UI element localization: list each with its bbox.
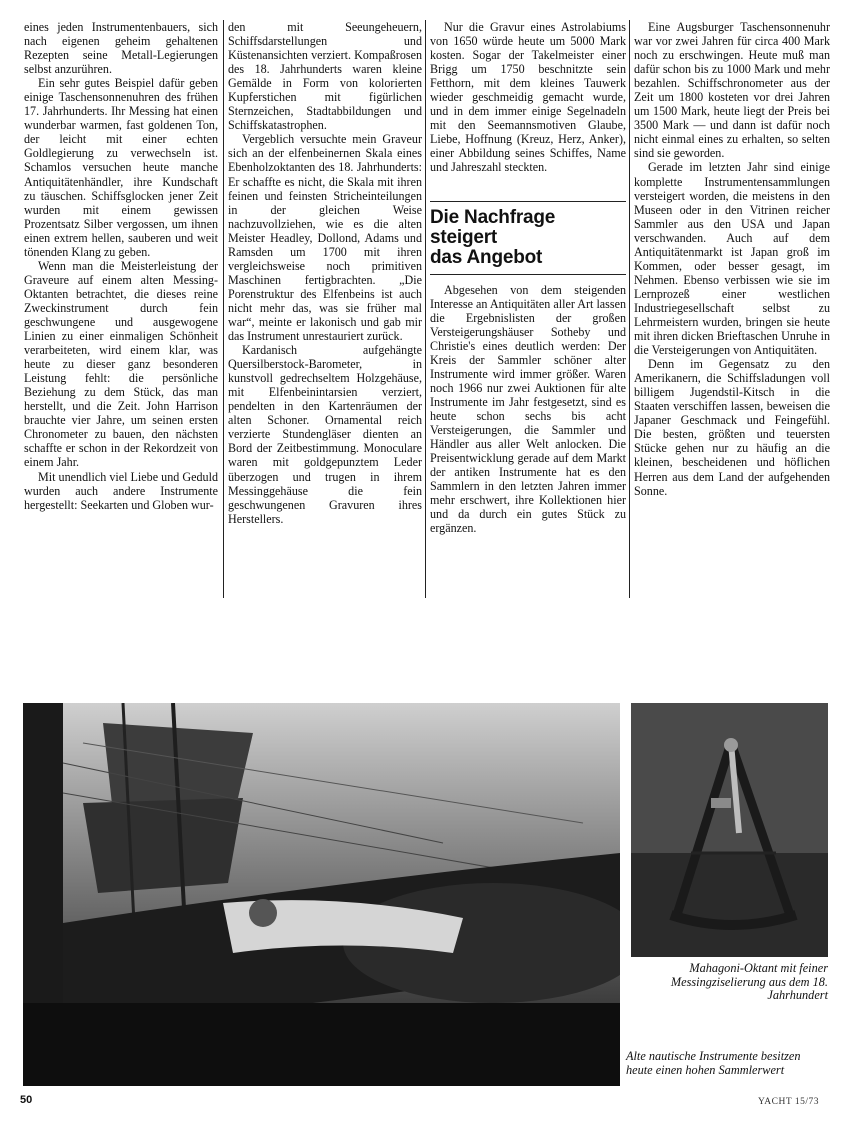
paragraph: eines jeden Instrumentenbauers, sich nach eigenen geheim gehaltenen Rezepten seine Metall-Legierungen selbst anzurühren. bbox=[24, 20, 218, 77]
text-column-3 bbox=[430, 20, 626, 535]
paragraph: den mit Seeungeheuern, Schiffsdarstellungen und Küstenansichten verziert. Kompaßrosen des 18. Jahrhunderts waren kleine Gemälde in Form von kolorierten Kupferstichen mit figürlichen Sternzeichen, Stadtabbildungen und Schiffskatastrophen. bbox=[228, 20, 422, 133]
text-column-2 bbox=[228, 20, 422, 526]
ship-model-photo bbox=[23, 703, 620, 1086]
paragraph: Nur die Gravur eines Astrolabiums von 1650 würde heute um 5000 Mark kosten. Sogar der Takelmeister einer Brigg um 1750 beschnitzte sein Fetthorn, mit dem kleines Tauwerk wieder geschmeidig gemacht wurde, und in dem immer einige Segelnadeln mit den Seemannsmotiven Glaube, Liebe, Hoffnung (Kreuz, Herz, Anker), einer Abbildung seines Schiffes, Name und Jahreszahl steckten. bbox=[430, 20, 626, 175]
paragraph: Abgesehen von dem steigenden Interesse an Antiquitäten aller Art lassen die Ergebnislisten der großen Versteigerungshäuser Sotheby und Christie's eines deutlich werden: Der Kreis der Sammler schöner alter Instrumente wird immer größer. Waren noch 1966 nur zwei Auktionen für alte Instrumente im Jahr festgesetzt, sind es heute schon sechs bis acht Versteigerungen, die Sammler und Händler aus aller Welt anlocken. Die Preisentwicklung gerade auf dem Markt der antiken Instrumente hat es den Sammlern in den letzten Jahren immer mehr erschwert, ihre Kollektionen hier und da durch ein gutes Stück zu ergänzen. bbox=[430, 282, 626, 536]
page-number: 50 bbox=[20, 1094, 33, 1106]
heading-line: das Angebot bbox=[430, 246, 543, 268]
paragraph: Eine Augsburger Taschensonnenuhr war vor zwei Jahren für circa 400 Mark noch zu erschwingen. Heute muß man dafür schon bis zu 1000 Mark und mehr bezahlen. Schiffschronometer aus der Zeit um 1800 kosteten vor drei Jahren um 1500 Mark, heute liegt der Preis bei 3500 Mark — und dann ist dafür noch nicht einmal eines zu erhalten, so selten sind sie geworden. bbox=[634, 20, 830, 161]
octant-photo bbox=[631, 703, 828, 957]
paragraph: Mit unendlich viel Liebe und Geduld wurden auch andere Instrumente hergestellt: Seekarten und Globen wur- bbox=[24, 469, 218, 512]
column-rule bbox=[629, 20, 630, 598]
heading-line: Die Nachfrage bbox=[430, 206, 556, 228]
magazine-issue-reference: YACHT 15/73 bbox=[758, 1097, 820, 1107]
column-rule bbox=[425, 20, 426, 598]
paragraph: Wenn man die Meisterleistung der Graveure auf einem alten Messing-Oktanten betrachtet, die dieses reine Zweckinstrument durch fein geschwungene und ausgewogene Linien zu einer einmaligen Schönheit verarbeiteten, wird einem klar, was heute zu dieser ganz besonderen Leistung fehlt: die persönliche Beziehung zu dem Stück, das man herstellt, und die Zeit. John Harrison brauchte vier Jahre, um seinen ersten Chronometer zu bauen, den nächsten schaffte er schon in der Rekordzeit von einem Jahr. bbox=[24, 258, 218, 470]
ship-model-image bbox=[23, 703, 620, 1086]
octant-image bbox=[631, 703, 828, 957]
paragraph: Gerade im letzten Jahr sind einige komplette Instrumentensammlungen versteigert worden, die meistens in den Museen oder in den Vitrinen reicher Sammler aus den USA und Japan verschwanden. Auch auf dem Antiquitätenmarkt ist Japan groß im Kommen, oder besser gesagt, im Nehmen. Ebenso verbissen wie sie im Lernprozeß einer westlichen Industriegesellschaft selbst zu Lehrmeistern wurden, bringen sie heute mit ihren dicken Brieftaschen Unruhe in die Versteigerungen von Antiquitäten. bbox=[634, 160, 830, 358]
column-rule bbox=[223, 20, 224, 598]
paragraph: Denn im Gegensatz zu den Amerikanern, die Schiffsladungen voll billigem Jugendstil-Kitsch in die Staaten verschiffen lassen, beweisen die Japaner Geschmack und Feingefühl. Die besten, größten und teuersten Stücke gehen nur zu häufig an die kleinen, bescheidenen und höflichen Herren aus dem Land der aufgehenden Sonne. bbox=[634, 357, 830, 498]
heading-line: steigert bbox=[430, 226, 498, 248]
text-column-1 bbox=[24, 20, 218, 512]
section-heading-box bbox=[430, 201, 626, 275]
paragraph: Kardanisch aufgehängte Quersilberstock-Barometer, in kunstvoll gedrechseltem Holzgehäuse, mit Elfenbeinintarsien verziert, pendelten in den Kartenräumen der alten Schoner. Ornamental reich verzierte Stundengläser dienten an Bord der Zeitbestimmung. Monoculare waren mit goldgepunztem Leder überzogen und trugen in ihrem Messinggehäuse die fein geschwungenen Gravuren ihres Herstellers. bbox=[228, 343, 422, 526]
text-column-4 bbox=[634, 20, 830, 498]
ship-caption: Alte nautische Instrumente besitzen heute einen hohen Sammlerwert bbox=[626, 1049, 801, 1077]
octant-caption: Mahagoni-Oktant mit feiner Messingziselierung aus dem 18. Jahrhundert bbox=[670, 961, 828, 1002]
paragraph: Ein sehr gutes Beispiel dafür geben einige Taschensonnenuhren des frühen 17. Jahrhunderts. Ihr Messing hat einen wunderbar warmen, fast goldenen Ton, der leicht mit einer echten Goldlegierung zu verwechseln ist. Schamlos versuchen heute manche Antiquitätenhändler, ihre Kundschaft zu täuschen. Schiffsglocken jener Zeit wurden mit einem gewissen Prozentsatz Silber vergossen, um ihnen einen extrem hellen, sauberen und weit tönenden Klang zu geben. bbox=[24, 76, 218, 259]
paragraph: Vergeblich versuchte mein Graveur sich an der elfenbeinernen Skala eines Ebenholzoktanten des 18. Jahrhunderts: Er schaffte es nicht, die Skala mit ihren feinen und feinsten Stricheinteilungen in der gleichen Weise nachzuvollziehen, wie es die alten Meister Headley, Dollond, Adams und Ramsden um 1700 mit ihren vergleichsweise noch primitiven Maschinen fertigbrachten. „Die Porenstruktur des Elfenbeins ist auch nicht mehr das, was sie früher mal war“, meinte er lakonisch und gab mir das Instrument unrestauriert zurück. bbox=[228, 132, 422, 344]
section-heading bbox=[430, 208, 626, 268]
